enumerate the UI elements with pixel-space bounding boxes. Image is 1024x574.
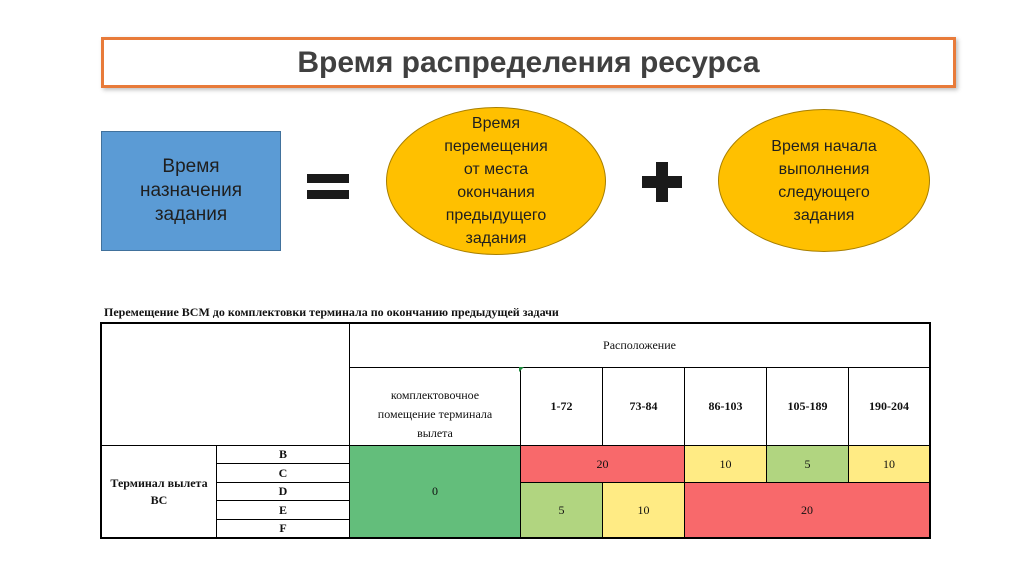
column-header: 1-72 xyxy=(520,367,603,446)
table-cell: 0 xyxy=(349,445,521,538)
start-time-label: Время начала выполнения следующего задания xyxy=(771,137,877,224)
table-cell: 5 xyxy=(766,445,849,483)
row-label: D xyxy=(216,482,350,501)
column-header: комплектовочное помещение терминала вылета xyxy=(349,367,521,446)
cell-marker-icon xyxy=(519,367,524,372)
travel-time-ellipse xyxy=(386,107,606,255)
start-time-ellipse xyxy=(718,109,930,252)
table-cell: 20 xyxy=(684,482,930,538)
row-label: B xyxy=(216,445,350,464)
table-caption: Перемещение ВСМ до комплектовки терминала по окончанию предыдущей задачи xyxy=(104,305,559,319)
row-label: E xyxy=(216,500,350,520)
table-corner-cell xyxy=(101,323,350,446)
table-cell: 10 xyxy=(602,482,685,538)
table-cell: 10 xyxy=(684,445,767,483)
column-header: 86-103 xyxy=(684,367,767,446)
row-label: C xyxy=(216,463,350,483)
plus-sign-icon xyxy=(642,162,682,202)
row-group-label: Терминал вылета ВС xyxy=(101,445,217,538)
travel-time-label: Время перемещения от места окончания предыдущего задания xyxy=(444,115,548,247)
assignment-time-box xyxy=(101,131,281,251)
equals-sign-icon xyxy=(307,174,349,200)
title-banner xyxy=(101,37,956,88)
row-label: F xyxy=(216,519,350,538)
assignment-time-label: Время назначения задания xyxy=(139,156,243,225)
location-header: Расположение xyxy=(349,323,930,368)
column-header: 190-204 xyxy=(848,367,930,446)
table-cell: 10 xyxy=(848,445,930,483)
column-header: 105-189 xyxy=(766,367,849,446)
column-header: 73-84 xyxy=(602,367,685,446)
table-cell: 5 xyxy=(520,482,603,538)
page-title: Время распределения ресурса xyxy=(297,45,760,79)
table-cell: 20 xyxy=(520,445,685,483)
